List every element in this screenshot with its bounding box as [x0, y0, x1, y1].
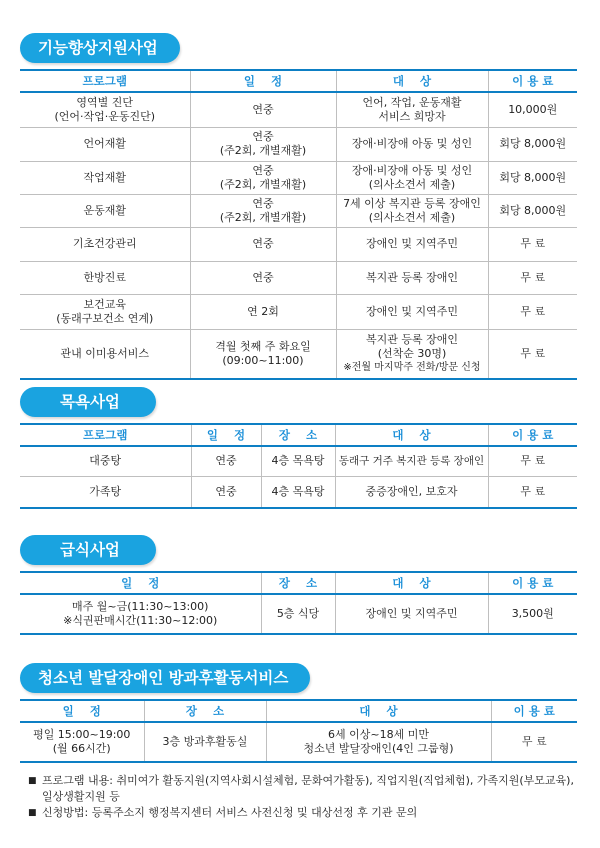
col-header-fee: 이 용 료: [491, 700, 577, 722]
target: 장애인 및 지역주민: [365, 237, 458, 250]
schedule: 매주 월~금(11:30~13:00): [72, 600, 209, 613]
fee: 3,500원: [488, 594, 577, 634]
fee: 무 료: [520, 237, 546, 250]
section-title: 기능향상지원사업: [20, 33, 180, 63]
schedule: 연중: [252, 196, 274, 210]
target: 중증장애인, 보호자: [335, 476, 488, 508]
fee: 회당 8,000원: [499, 170, 567, 184]
table-row: [20, 227, 577, 261]
col-header-fee: 이 용 료: [488, 70, 577, 92]
table-row: [20, 194, 577, 227]
fee: 10,000원: [508, 102, 558, 116]
table-row: [20, 594, 577, 634]
table-row: [20, 446, 577, 476]
target: 언어, 작업, 운동재활: [362, 95, 462, 109]
col-header-fee: 이 용 료: [488, 572, 577, 594]
table-row: [20, 294, 577, 329]
program-name: 가족탕: [20, 476, 191, 508]
schedule-sub: (주2회, 개별개활): [219, 210, 307, 224]
target: 복지관 등록 장애인: [365, 270, 458, 284]
target-sub: 서비스 희망자: [378, 109, 446, 123]
table-row: [20, 161, 577, 194]
place: 5층 식당: [261, 594, 335, 634]
fee: 회당 8,000원: [499, 137, 567, 150]
square-bullet-icon: ■: [28, 808, 37, 818]
program-name: 언어재활: [83, 137, 126, 150]
schedule-sub: (주2회, 개별재활): [219, 177, 307, 191]
col-header-schedule: 일 정: [20, 700, 144, 722]
fee: 무 료: [488, 446, 577, 476]
program-name: 관내 이미용서비스: [60, 346, 149, 360]
square-bullet-icon: ■: [28, 776, 37, 786]
after-school-table: [20, 699, 577, 763]
fee: 회당 8,000원: [499, 203, 567, 217]
col-header-target: 대 상: [266, 700, 491, 722]
bath-table: [20, 423, 577, 509]
target-sub: 청소년 발달장애인(4인 그룹형): [303, 742, 454, 755]
place: 3층 방과후활동실: [144, 722, 266, 762]
schedule: 격월 첫째 주 화요일: [215, 339, 311, 353]
target: 장애인 및 지역주민: [365, 304, 458, 318]
col-header-schedule: 일 정: [190, 70, 336, 92]
schedule: 연중: [191, 446, 261, 476]
col-header-target: 대 상: [336, 70, 488, 92]
table-row: [20, 261, 577, 294]
col-header-place: 장 소: [144, 700, 266, 722]
target-note: ※전월 마지막주 전화/방문 신청: [343, 361, 481, 373]
col-header-target: 대 상: [335, 572, 488, 594]
target: 동래구 거주 복지관 등록 장애인: [335, 446, 488, 476]
fee: 무 료: [520, 304, 546, 318]
schedule: 연중: [252, 163, 274, 177]
schedule-note: ※식권판매시간(11:30~12:00): [63, 614, 218, 627]
section-meal: [20, 535, 577, 635]
target: 7세 이상 복지관 등록 장애인: [343, 196, 481, 210]
target: 장애·비장애 아동 및 성인: [351, 137, 473, 150]
schedule: 연중: [191, 476, 261, 508]
section-after-school: [20, 663, 577, 763]
col-header-place: 장 소: [261, 572, 335, 594]
table-row: [20, 476, 577, 508]
fee: 무 료: [520, 346, 546, 360]
col-header-place: 장 소: [261, 424, 335, 446]
target-sub: (의사소견서 제출): [368, 177, 456, 191]
place: 4층 목욕탕: [261, 446, 335, 476]
section-functional-improvement: [20, 33, 577, 380]
program-name: 작업재활: [83, 170, 126, 184]
section-bath: [20, 387, 577, 509]
note-program-content: 프로그램 내용: 취미여가 활동지원(지역사회시설체험, 문화여가활동), 직업지원(직업체험), 가족지원(부모교육), 일상생활지원 등: [42, 774, 574, 803]
target: 복지관 등록 장애인: [365, 332, 458, 346]
schedule-sub: (09:00~11:00): [222, 353, 304, 367]
note-item: [28, 773, 583, 805]
schedule: 연중: [252, 130, 274, 143]
program-name: 영역별 진단: [76, 95, 134, 109]
program-sub: (언어·작업·운동진단): [54, 109, 156, 123]
notes: [28, 773, 583, 821]
section-title: 목욕사업: [20, 387, 156, 417]
note-application-method: 신청방법: 등록주소지 행정복지센터 서비스 사전신청 및 대상선정 후 기관 문의: [42, 806, 418, 819]
program-name: 운동재활: [83, 203, 126, 217]
place: 4층 목욕탕: [261, 476, 335, 508]
schedule: 연중: [252, 237, 274, 250]
schedule: 연 2회: [247, 304, 279, 318]
section-title: 청소년 발달장애인 방과후활동서비스: [20, 663, 310, 693]
program-name: 한방진료: [83, 270, 126, 284]
col-header-schedule: 일 정: [191, 424, 261, 446]
program-name: 기초건강관리: [72, 237, 137, 250]
schedule: 연중: [252, 102, 274, 116]
section-title: 급식사업: [20, 535, 156, 565]
col-header-target: 대 상: [335, 424, 488, 446]
fee: 무 료: [520, 270, 546, 284]
target-sub: (선착순 30명): [377, 346, 447, 360]
fee: 무 료: [488, 476, 577, 508]
program-sub: (동래구보건소 연계): [56, 311, 154, 325]
schedule: 평일 15:00~19:00: [33, 728, 131, 741]
col-header-schedule: 일 정: [20, 572, 261, 594]
col-header-program: 프로그램: [20, 424, 191, 446]
target-sub: (의사소견서 제출): [368, 210, 456, 224]
table-row: [20, 329, 577, 379]
fee: 무 료: [491, 722, 577, 762]
col-header-fee: 이 용 료: [488, 424, 577, 446]
target: 장애·비장애 아동 및 성인: [351, 163, 473, 177]
target: 장애인 및 지역주민: [335, 594, 488, 634]
schedule: 연중: [252, 270, 274, 284]
schedule-sub: (주2회, 개별재활): [219, 144, 307, 157]
target: 6세 이상~18세 미만: [328, 728, 429, 741]
table-row: [20, 722, 577, 762]
program-name: 대중탕: [20, 446, 191, 476]
meal-table: [20, 571, 577, 635]
table-row: [20, 127, 577, 161]
col-header-program: 프로그램: [20, 70, 190, 92]
note-item: [28, 805, 583, 821]
table-row: [20, 92, 577, 127]
functional-improvement-table: [20, 69, 577, 380]
program-name: 보건교육: [83, 297, 126, 311]
schedule-sub: (월 66시간): [52, 742, 111, 755]
